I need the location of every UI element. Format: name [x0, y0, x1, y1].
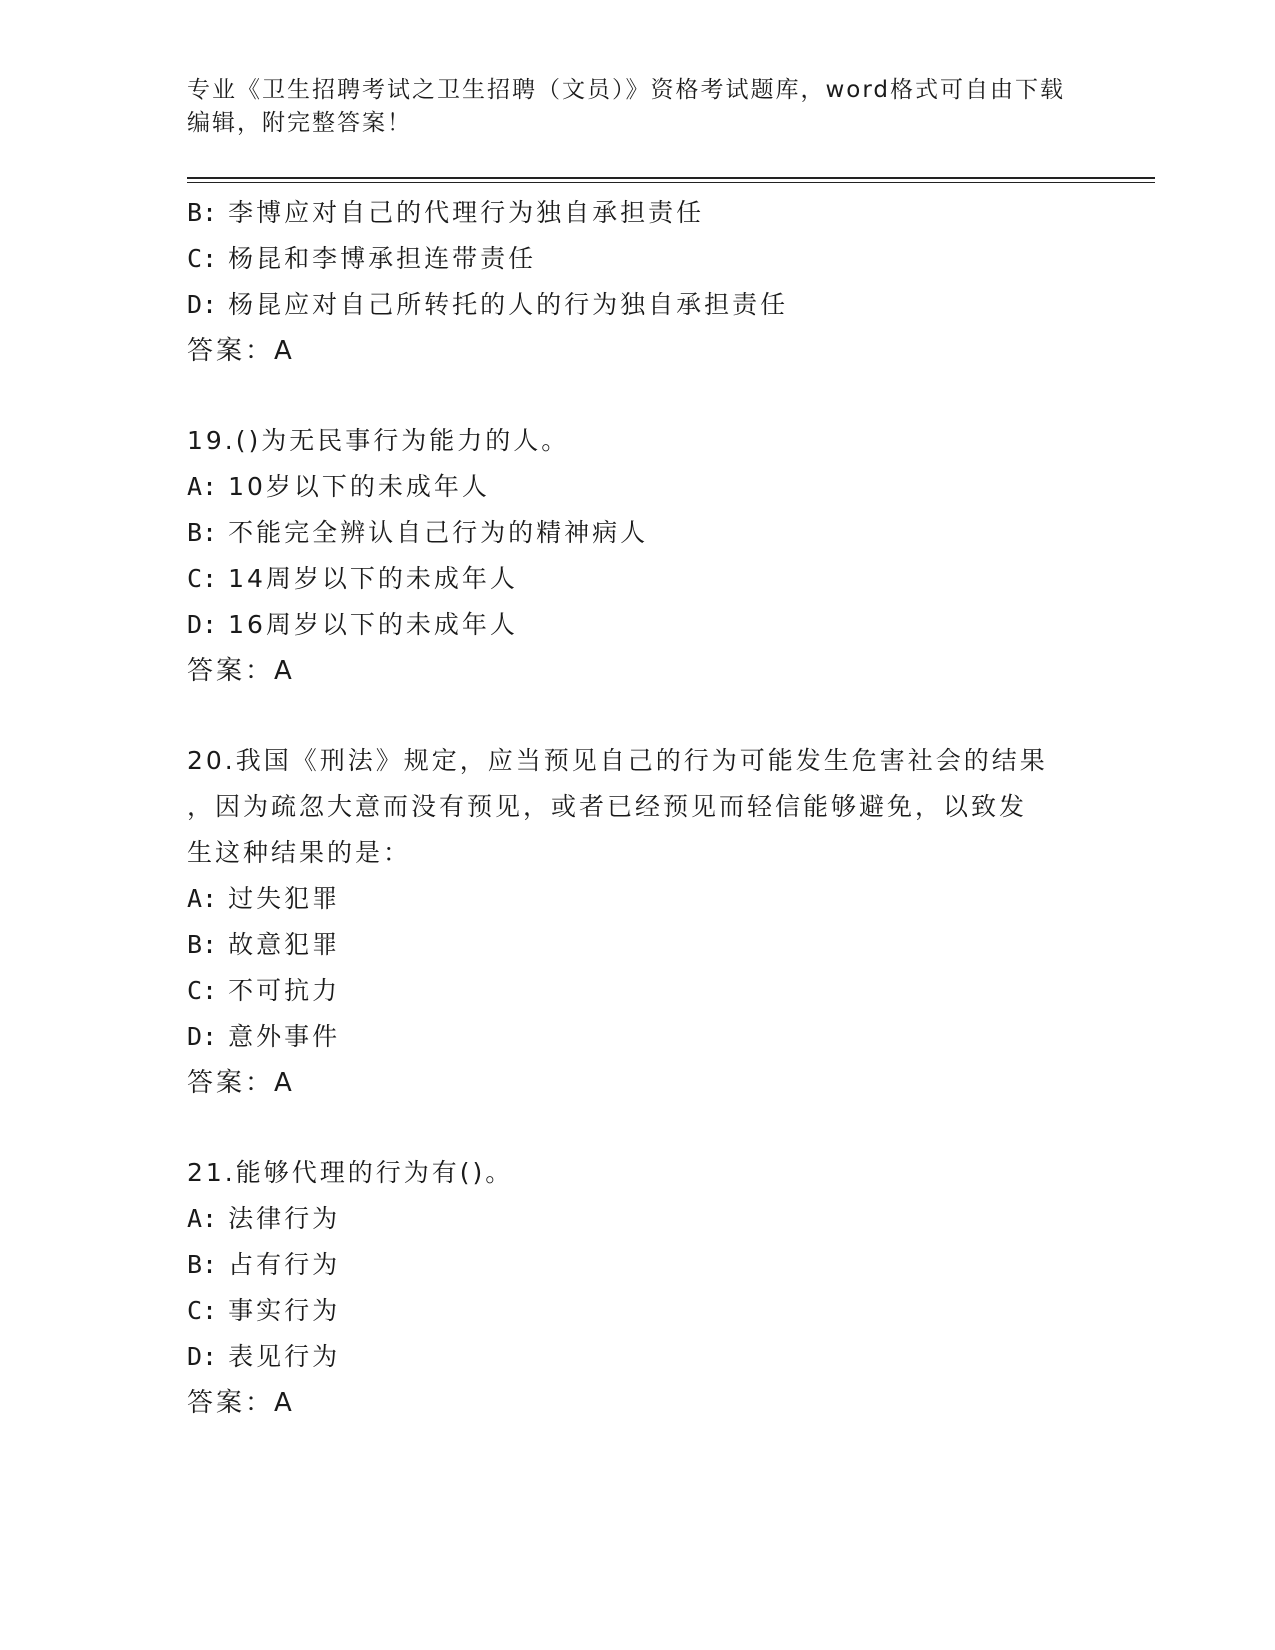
option-b	[187, 190, 1087, 236]
question-spacer	[187, 374, 1087, 418]
option-text: 事实行为	[228, 1296, 341, 1325]
question-spacer	[187, 1106, 1087, 1150]
document-header	[187, 74, 1087, 140]
option-letter: B:	[187, 1250, 218, 1279]
option-text: 16周岁以下的未成年人	[228, 610, 518, 639]
option-letter: C:	[187, 244, 218, 273]
option-letter: B:	[187, 930, 218, 959]
option-text: 法律行为	[228, 1204, 341, 1233]
option-text: 不能完全辨认自己行为的精神病人	[228, 518, 649, 547]
header-title-line-2: 编辑，附完整答案！	[187, 110, 412, 136]
option-c	[187, 1288, 1087, 1334]
answer-label: 答案：	[187, 656, 275, 686]
option-b	[187, 922, 1087, 968]
answer-value: A	[274, 1388, 295, 1418]
answer-value: A	[274, 1068, 295, 1098]
question-spacer	[187, 694, 1087, 738]
option-b	[187, 510, 1087, 556]
answer-label: 答案：	[187, 1068, 275, 1098]
question-stem-line-3: 生这种结果的是：	[187, 838, 412, 867]
option-letter: A:	[187, 1204, 218, 1233]
option-letter: C:	[187, 976, 218, 1005]
option-text: 杨昆和李博承担连带责任	[228, 244, 537, 273]
option-c	[187, 968, 1087, 1014]
option-c	[187, 236, 1087, 282]
option-text: 意外事件	[228, 1022, 341, 1051]
answer-line	[187, 648, 1087, 694]
header-divider-thick	[187, 177, 1155, 179]
option-text: 故意犯罪	[228, 930, 341, 959]
option-a	[187, 876, 1087, 922]
question-20	[187, 738, 1087, 1106]
answer-line	[187, 1380, 1087, 1426]
option-letter: B:	[187, 518, 218, 547]
option-letter: A:	[187, 884, 218, 913]
option-a	[187, 464, 1087, 510]
option-text: 表见行为	[228, 1342, 341, 1371]
question-stem: 19.()为无民事行为能力的人。	[187, 426, 570, 455]
option-d	[187, 1334, 1087, 1380]
question-21	[187, 1150, 1087, 1426]
option-d	[187, 602, 1087, 648]
option-letter: D:	[187, 290, 218, 319]
option-d	[187, 1014, 1087, 1060]
option-text: 杨昆应对自己所转托的人的行为独自承担责任	[228, 290, 789, 319]
option-letter: B:	[187, 198, 218, 227]
option-a	[187, 1196, 1087, 1242]
option-text: 10岁以下的未成年人	[228, 472, 490, 501]
answer-value: A	[274, 656, 295, 686]
option-text: 李博应对自己的代理行为独自承担责任	[228, 198, 705, 227]
option-text: 不可抗力	[228, 976, 341, 1005]
option-letter: D:	[187, 1022, 218, 1051]
answer-line	[187, 328, 1087, 374]
option-c	[187, 556, 1087, 602]
answer-value: A	[274, 336, 295, 366]
option-text: 14周岁以下的未成年人	[228, 564, 518, 593]
header-title-line-1: 专业《卫生招聘考试之卫生招聘（文员）》资格考试题库，word格式可自由下载	[187, 77, 1066, 103]
answer-label: 答案：	[187, 336, 275, 366]
option-letter: C:	[187, 1296, 218, 1325]
question-stem-line-2: ，因为疏忽大意而没有预见，或者已经预见而轻信能够避免，以致发	[187, 792, 1028, 821]
option-d	[187, 282, 1087, 328]
answer-line	[187, 1060, 1087, 1106]
question-stem: 21.能够代理的行为有()。	[187, 1158, 514, 1187]
question-list	[187, 190, 1087, 1426]
option-text: 过失犯罪	[228, 884, 341, 913]
option-letter: C:	[187, 564, 218, 593]
answer-label: 答案：	[187, 1388, 275, 1418]
question-18-tail	[187, 190, 1087, 374]
option-letter: D:	[187, 1342, 218, 1371]
question-stem-line-1: 20.我国《刑法》规定，应当预见自己的行为可能发生危害社会的结果	[187, 746, 1048, 775]
header-divider-thin	[187, 182, 1155, 183]
option-letter: A:	[187, 472, 218, 501]
option-letter: D:	[187, 610, 218, 639]
option-b	[187, 1242, 1087, 1288]
question-19	[187, 418, 1087, 694]
option-text: 占有行为	[228, 1250, 341, 1279]
